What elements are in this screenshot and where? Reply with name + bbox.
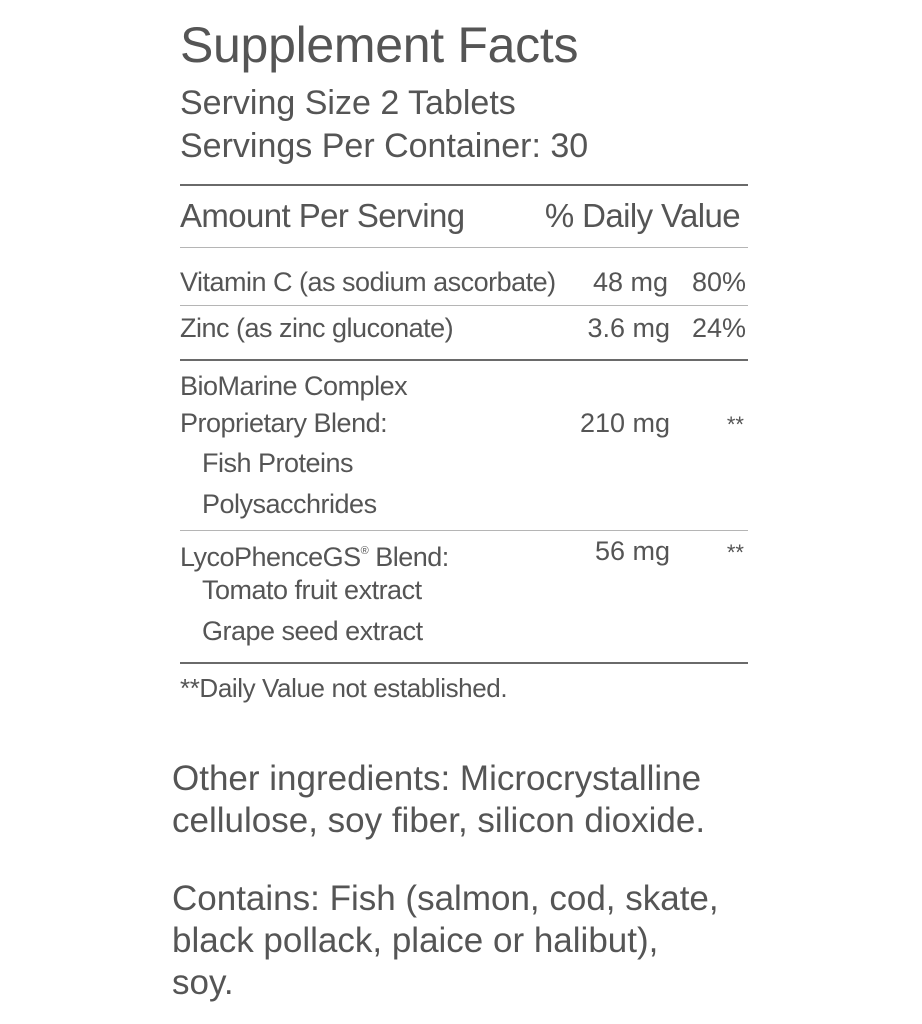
row-daily-value: 80%	[691, 267, 746, 297]
row-name-line: Proprietary Blend:	[180, 408, 388, 438]
other-ingredients-line: Other ingredients: Microcrystalline	[172, 759, 702, 798]
row-amount: 210 mg	[579, 408, 670, 438]
header-daily-value: % Daily Value	[544, 197, 740, 234]
registered-mark: ®	[360, 545, 369, 557]
row-sub-item: Fish Proteins	[202, 448, 354, 478]
row-name-suffix: Blend:	[368, 542, 449, 572]
row-divider	[180, 305, 748, 306]
header-rule	[180, 247, 748, 248]
other-ingredients-line: cellulose, soy fiber, silicon dioxide.	[172, 801, 706, 840]
contains-allergens	[172, 878, 772, 1004]
row-name: Vitamin C (as sodium ascorbate)	[180, 267, 556, 297]
other-ingredients	[172, 758, 772, 842]
serving-size: Serving Size 2 Tablets	[180, 84, 516, 122]
row-amount: 48 mg	[592, 267, 668, 297]
top-rule	[180, 184, 748, 186]
row-daily-value: **	[726, 412, 744, 437]
contains-line: soy.	[172, 963, 234, 1002]
header-amount-per-serving: Amount Per Serving	[180, 197, 465, 234]
bottom-rule	[180, 662, 748, 664]
row-name-line: BioMarine Complex	[180, 371, 408, 401]
row-sub-item: Grape seed extract	[202, 616, 423, 646]
row-daily-value: 24%	[691, 313, 746, 343]
row-amount: 56 mg	[594, 536, 670, 566]
row-sub-item: Polysacchrides	[202, 489, 377, 519]
row-amount: 3.6 mg	[587, 313, 670, 343]
footnote: **Daily Value not established.	[180, 673, 508, 703]
row-sub-item: Tomato fruit extract	[202, 575, 422, 605]
serving-info	[180, 82, 588, 168]
panel-title: Supplement Facts	[180, 17, 579, 73]
row-name-text: LycoPhenceGS	[180, 542, 361, 572]
row-name: Zinc (as zinc gluconate)	[180, 313, 454, 343]
section-rule	[180, 359, 748, 361]
contains-line: Contains: Fish (salmon, cod, skate,	[172, 879, 719, 918]
servings-per-container: Servings Per Container: 30	[180, 127, 589, 165]
contains-line: black pollack, plaice or halibut),	[172, 921, 659, 960]
row-daily-value: **	[726, 540, 744, 565]
